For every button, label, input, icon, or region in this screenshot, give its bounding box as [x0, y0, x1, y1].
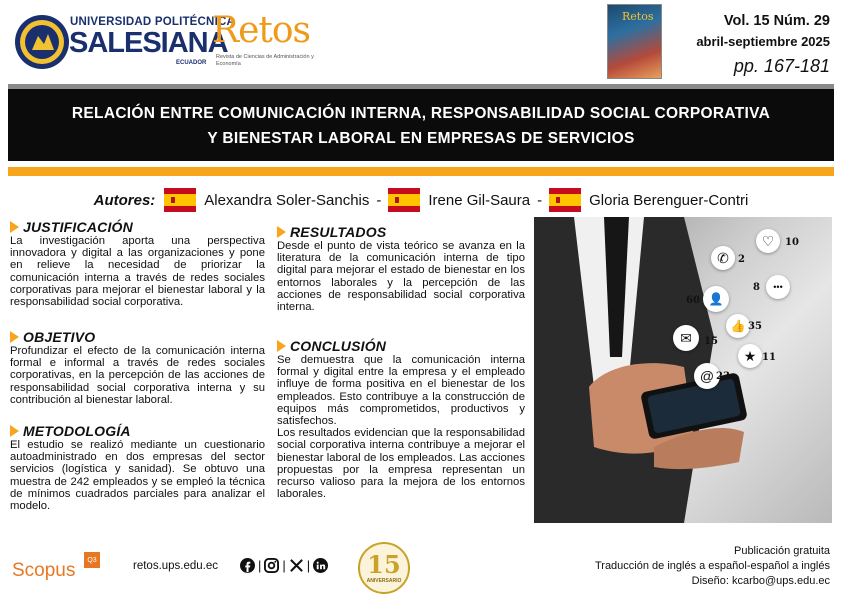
authors-row: [0, 186, 842, 214]
anniversary-number: 15: [367, 550, 401, 579]
divider: |: [258, 558, 262, 573]
bubble-count: 35: [748, 321, 762, 332]
bubble-heart: [756, 229, 780, 253]
scopus-logo[interactable]: Scopus: [12, 560, 76, 581]
arrow-bullet-icon: [10, 221, 19, 233]
footer-free-publication: Publicación gratuita: [733, 545, 830, 557]
title-accent-bar: [8, 167, 834, 176]
instagram-icon[interactable]: [264, 558, 279, 573]
bubble-count: 8: [753, 282, 760, 293]
arrow-bullet-icon: [277, 340, 286, 352]
section-body: Profundizar el efecto de la comunicación interna formal e informal a través de redes sociales corporativas, en la percepción de las acciones de responsabilidad social corporativa interna y su contribución al bienestar laboral.: [10, 345, 265, 406]
author-name: Alexandra Soler-Sanchis: [204, 191, 370, 209]
article-title-line1: RELACIÓN ENTRE COMUNICACIÓN INTERNA, RESPONSABILIDAD SOCIAL CORPORATIVA: [71, 105, 771, 122]
ups-logo[interactable]: [14, 14, 235, 74]
footer: [0, 530, 842, 596]
section-body: El estudio se realizó mediante un cuestionario autoadministrado en dos empresas del sector servicios (logística y sanidad). Se obtuvo una muestra de 242 empleados y se empleó la técnica de mínimos cuadrados parciales para analizar el modelo.: [10, 439, 265, 513]
anniversary-text: ANIVERSARIO: [366, 578, 402, 584]
title-band: [8, 89, 834, 161]
section-title: OBJETIVO: [23, 329, 96, 345]
journal-url-link[interactable]: retos.ups.edu.ec: [133, 560, 219, 572]
section-body: La investigación aporta una perspectiva innovadora y digital a las organizaciones y pone en relieve la necesidad de priorizar la comunicación interna a través de redes sociales corporativas para mejorar el bienestar laboral y la responsabilidad social corporativa.: [10, 235, 265, 309]
arrow-bullet-icon: [10, 425, 19, 437]
arrow-bullet-icon: [277, 226, 286, 238]
x-icon[interactable]: [289, 558, 304, 573]
bubble-chat: [766, 275, 790, 299]
ups-line3: ECUADOR: [176, 60, 207, 66]
bubble-count: 2: [738, 254, 745, 265]
spain-flag-icon: [164, 188, 196, 212]
author-name: Gloria Berenguer-Contri: [589, 191, 749, 209]
at-icon: @: [699, 368, 715, 384]
bubble-count: 10: [785, 237, 799, 248]
article-title: [8, 101, 834, 151]
header: [0, 0, 842, 82]
scopus-quartile-badge: Q3: [84, 552, 100, 568]
section-title: JUSTIFICACIÓN: [23, 219, 133, 235]
retos-logo[interactable]: [212, 10, 332, 74]
section-header: [277, 338, 525, 354]
smartphone-social-media-photo: [534, 217, 832, 523]
facebook-icon[interactable]: [240, 558, 255, 573]
section-title: CONCLUSIÓN: [290, 338, 387, 354]
section-body: Desde el punto de vista teórico se avanza en la literatura de la comunicación interna de tipo digital para mejorar el estado de bienestar en los entornos laborales y la percepción de las acciones de responsabilidad social corporativa interna.: [277, 240, 525, 314]
bubble-thumbs-up: [726, 314, 750, 338]
photo-illustration: [534, 217, 832, 523]
footer-info: [595, 544, 830, 589]
phone-icon: ✆: [717, 250, 729, 266]
spain-flag-icon: [549, 188, 581, 212]
ups-line1: UNIVERSIDAD POLITÉCNICA: [70, 16, 235, 28]
star-icon: ★: [743, 348, 757, 364]
issue-volume: Vol. 15 Núm. 29: [723, 13, 830, 29]
ups-line2: SALESIANA: [69, 27, 228, 59]
retos-subtitle: Revista de Ciencias de Administración y Economía: [216, 54, 314, 67]
author-separator: -: [376, 191, 382, 209]
section-header: [10, 219, 265, 235]
section-header: [10, 423, 265, 439]
article-title-line2: Y BIENESTAR LABORAL EN EMPRESAS DE SERVICIOS: [207, 130, 635, 147]
spain-flag-icon: [388, 188, 420, 212]
linkedin-icon[interactable]: [313, 558, 328, 573]
bubble-mail: [673, 325, 699, 351]
section-metodologia: [10, 423, 265, 512]
divider: |: [282, 558, 286, 573]
journal-cover-thumbnail[interactable]: [607, 4, 662, 79]
cover-title: Retos: [622, 10, 654, 23]
social-links: [240, 558, 328, 573]
authors-label: Autores:: [93, 191, 156, 209]
issue-pages: pp. 167-181: [733, 56, 830, 76]
ups-seal-icon: [14, 14, 70, 70]
anniversary-badge: [358, 542, 410, 594]
footer-design-contact[interactable]: Diseño: kcarbo@ups.edu.ec: [691, 575, 830, 587]
mail-icon: ✉: [680, 330, 692, 346]
user-icon: 👤: [708, 292, 724, 306]
bubble-user: [703, 286, 729, 312]
divider: |: [306, 558, 311, 573]
footer-translation: Traducción de inglés a español-español a inglés: [594, 560, 830, 572]
bubble-star: [738, 344, 762, 368]
bubble-count: 60: [686, 295, 700, 306]
bubble-count: 23: [716, 371, 730, 382]
section-justificacion: [10, 219, 265, 308]
chat-icon: •••: [773, 281, 783, 292]
bubble-count: 11: [762, 352, 776, 363]
section-objetivo: [10, 329, 265, 406]
section-body: Los resultados evidencian que la responsabilidad social corporativa interna contribuye a mejorar el bienestar laboral de los empleados. Las acciones propuestas por la empresa representan un recurso valioso para la mejora de los entornos laborales.: [277, 427, 525, 501]
heart-icon: ♡: [761, 233, 775, 249]
arrow-bullet-icon: [10, 331, 19, 343]
bubble-count: 15: [704, 336, 718, 347]
section-title: METODOLOGÍA: [23, 423, 131, 439]
section-header: [10, 329, 265, 345]
retos-wordmark: Retos: [212, 10, 311, 51]
section-header: [277, 224, 525, 240]
author-name: Irene Gil-Saura: [428, 191, 531, 209]
thumbs-up-icon: 👍: [730, 319, 746, 333]
issue-date-range: abril-septiembre 2025: [696, 34, 830, 49]
author-separator: -: [537, 191, 543, 209]
section-title: RESULTADOS: [290, 224, 387, 240]
section-conclusion: [277, 338, 525, 500]
section-body: Se demuestra que la comunicación interna formal y digital entre la empresa y el empleado influye de forma positiva en el bienestar de los empleados. Esto contribuye a la construcción de equipos más comprometidos, productivos y satisfechos.: [277, 354, 525, 428]
bubble-phone: [711, 246, 735, 270]
section-resultados: [277, 224, 525, 313]
